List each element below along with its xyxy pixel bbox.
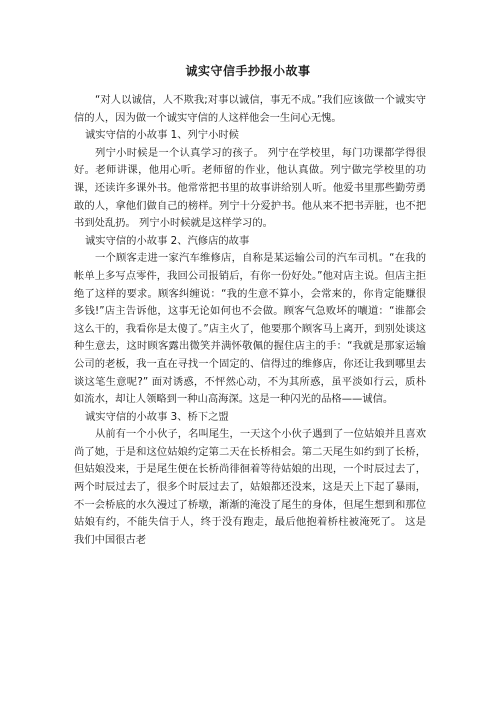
story-3-paragraph: 从前有一个小伙子，名叫尾生，一天这个小伙子遇到了一位姑娘并且喜欢尚了她，于是和这位姑娘约定第二天在长桥相会。第二天尾生如约到了长桥，但姑娘没来，于是尾生便在长桥尚徘徊着等待姑娘的出现，一个时辰过去了，两个时辰过去了，很多个时辰过去了，姑娘都还没来，这是天上下起了暴雨，不一会桥底的水久漫过了桥墩，渐渐的淹没了尾生的身体，但尾生想到和那位姑娘有约，不能失信于人，终于没有跑走，最后他抱着桥柱被淹死了。 这是我们中国很古老 (74, 428, 426, 546)
document-body (74, 92, 426, 549)
story-1-heading: 诚实守信的小故事 1、列宁小时候 (85, 129, 239, 142)
story-3-heading: 诚实守信的小故事 3、桥下之盟 (85, 410, 229, 423)
story-2-paragraph: 一个顾客走进一家汽车维修店，自称是某运输公司的汽车司机。“在我的帐单上多写点零件，我回公司报销后，有你一份好处。”他对店主说。但店主拒绝了这样的要求。顾客纠缠说：“我的生意不算小，会常来的，你肯定能赚很多钱!”店主告诉他，这事无论如何也不会做。顾客气急败坏的嚷道：“谁都会这么干的，我看你是太傻了。”店主火了，他要那个顾客马上离开，到别处谈这种生意去，这时顾客露出微笑并满怀敬佩的握住店主的手：“我就是那家运输公司的老板，我一直在寻找一个固定的、信得过的维修店，你还让我到哪里去谈这笔生意呢?” 面对诱惑，不怦然心动，不为其所惑，虽平淡如行云，质朴如流水，却让人领略到一种山高海深。这是一种闪光的品格——诚信。 (74, 252, 426, 406)
intro-paragraph: “对人以诚信，人不欺我;对事以诚信，事无不成。”我们应该做一个诚实守信的人，因为做一个诚实守信的人这样他会一生问心无愧。 (74, 94, 426, 124)
story-2-heading: 诚实守信的小故事 2、汽修店的故事 (85, 234, 250, 247)
story-1-paragraph: 列宁小时候是一个认真学习的孩子。 列宁在学校里，每门功课都学得很好。老师讲课，他用心听。老师留的作业，他认真做。列宁做完学校里的功课，还读许多课外书。他常常把书里的故事讲给别人听。他爱书里那些勤劳勇敢的人，拿他们做自己的榜样。列宁十分爱护书。他从来不把书弄脏，也不把书到处乱扔。 列宁小时候就是这样学习的。 (74, 146, 426, 230)
document-title: 诚实守信手抄报小故事 (185, 64, 311, 78)
